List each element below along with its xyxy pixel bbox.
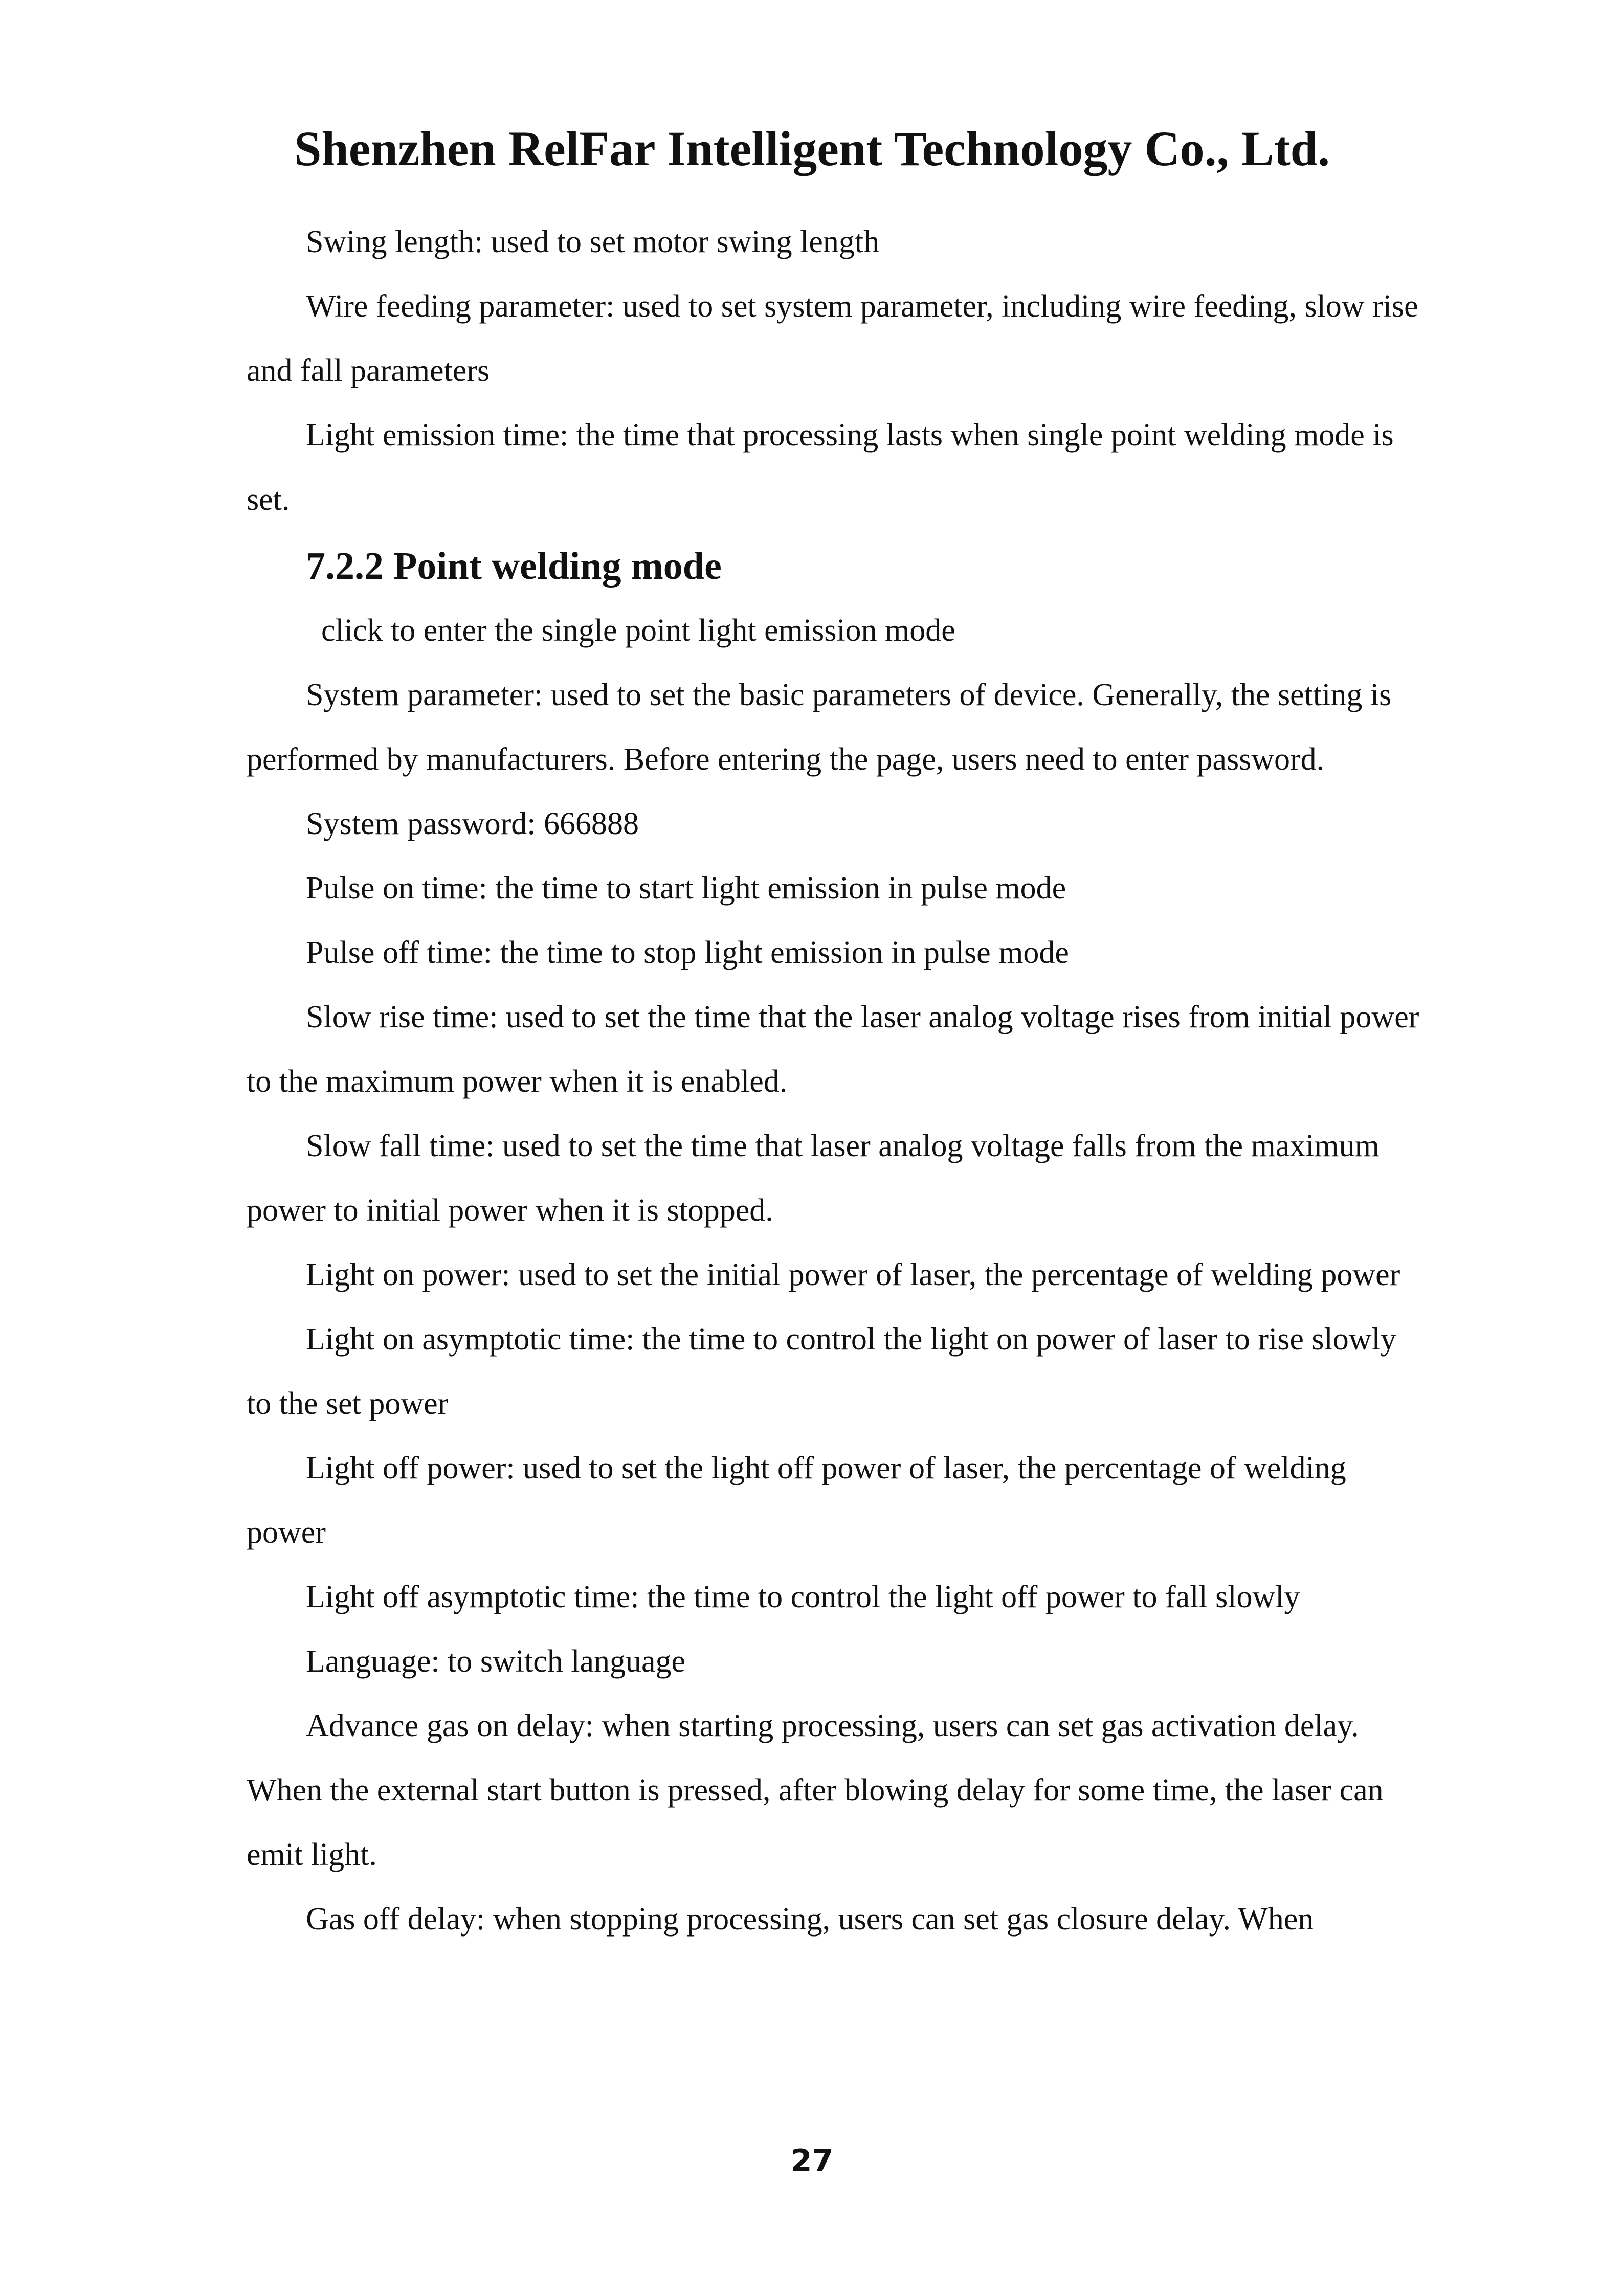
paragraph-light-off-asymptotic-time: Light off asymptotic time: the time to control the light off power to fall slowly xyxy=(306,1580,1300,1614)
paragraph-click-to-enter: click to enter the single point light emission mode xyxy=(321,613,955,648)
paragraph-pulse-off-time: Pulse off time: the time to stop light emission in pulse mode xyxy=(306,935,1069,970)
section-heading-point-welding-mode: 7.2.2 Point welding mode xyxy=(306,545,722,588)
paragraph-system-password: System password: 666888 xyxy=(306,806,639,841)
paragraph-pulse-on-time: Pulse on time: the time to start light emission in pulse mode xyxy=(306,871,1066,906)
body-text xyxy=(247,210,1423,1951)
paragraph-wire-feeding-parameter: Wire feeding parameter: used to set system parameter, including wire feeding, slow rise and fall parameters xyxy=(247,289,1418,388)
page-header-company-name: Shenzhen RelFar Intelligent Technology Co., Ltd. xyxy=(294,121,1330,176)
paragraph-light-emission-time: Light emission time: the time that processing lasts when single point welding mode is set. xyxy=(247,418,1394,517)
paragraph-slow-fall-time: Slow fall time: used to set the time that laser analog voltage falls from the maximum power to initial power when it is stopped. xyxy=(247,1129,1380,1228)
page-number: 27 xyxy=(790,2143,834,2179)
paragraph-slow-rise-time: Slow rise time: used to set the time that the laser analog voltage rises from initial power to the maximum power when it is enabled. xyxy=(247,1000,1419,1099)
paragraph-light-on-power: Light on power: used to set the initial power of laser, the percentage of welding power xyxy=(306,1257,1400,1292)
paragraph-gas-off-delay: Gas off delay: when stopping processing, users can set gas closure delay. When xyxy=(306,1902,1314,1937)
paragraph-swing-length: Swing length: used to set motor swing length xyxy=(306,224,880,259)
paragraph-light-off-power: Light off power: used to set the light off power of laser, the percentage of welding power xyxy=(247,1451,1346,1550)
paragraph-advance-gas-on-delay: Advance gas on delay: when starting processing, users can set gas activation delay. When the external start button is pressed, after blowing delay for some time, the laser can emit light. xyxy=(247,1708,1384,1872)
paragraph-light-on-asymptotic-time: Light on asymptotic time: the time to control the light on power of laser to rise slowly to the set power xyxy=(247,1322,1396,1421)
paragraph-system-parameter: System parameter: used to set the basic parameters of device. Generally, the setting is performed by manufacturers. Before entering the page, users need to enter password. xyxy=(247,678,1392,777)
paragraph-language: Language: to switch language xyxy=(306,1644,686,1679)
